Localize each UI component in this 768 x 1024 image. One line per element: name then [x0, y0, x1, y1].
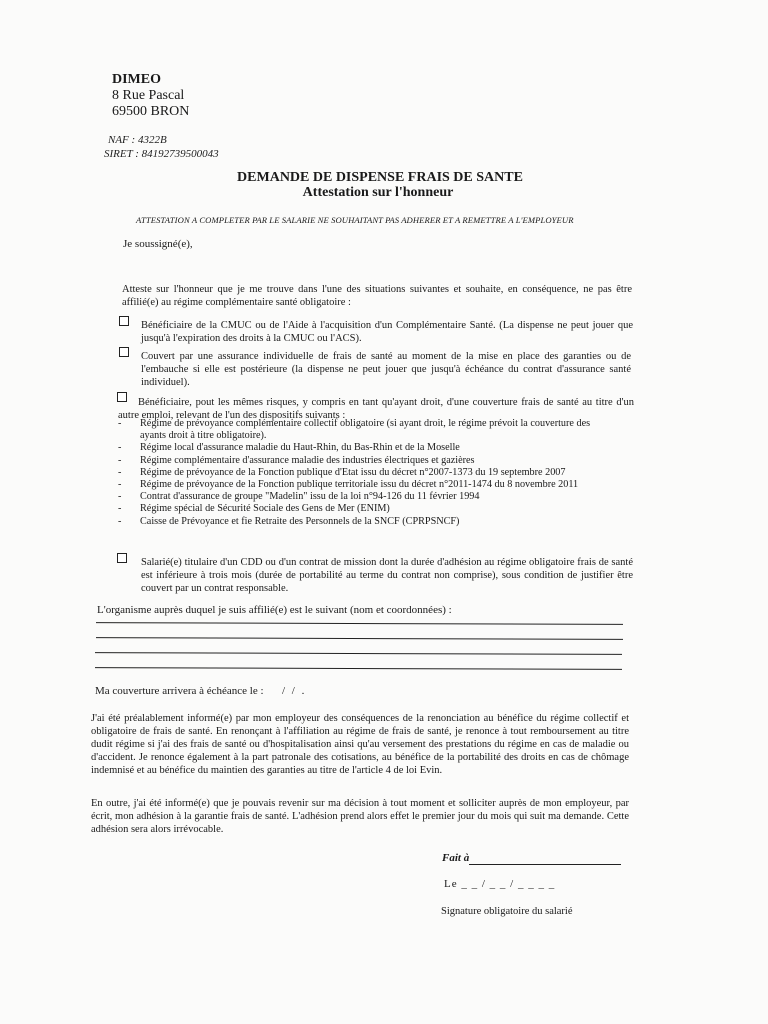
- list-dash: -: [118, 418, 122, 429]
- fait-a-line[interactable]: [469, 864, 621, 865]
- list-item-text: Caisse de Prévoyance et fie Retraite des Personnels de la SNCF (CPRPSNCF): [140, 515, 460, 527]
- list-item: [118, 503, 618, 515]
- naf-code: NAF : 4322B: [108, 134, 167, 146]
- list-item-continuation: [118, 430, 618, 442]
- revocation-paragraph: En outre, j'ai été informé(e) que je pouvais revenir sur ma décision à tout moment et solliciter auprès de mon employeur, par écrit, mon adhésion à la garantie frais de santé. L'adhésion prend alors effet le premier jour du mois qui suit ma demande. Cette adhésion sera alors irrévocable.: [91, 798, 629, 835]
- dispositifs-list: [118, 418, 618, 528]
- list-dash: -: [118, 454, 122, 466]
- fait-a-label: Fait à: [442, 852, 470, 864]
- list-item: [118, 442, 618, 454]
- siret-number: SIRET : 84192739500043: [104, 148, 219, 160]
- list-item-text: Régime complémentaire d'assurance maladie des industries électriques et gazières: [140, 454, 475, 466]
- list-dash: -: [118, 503, 122, 515]
- list-dash: -: [118, 442, 122, 454]
- list-item-text: Régime de prévoyance de la Fonction publique d'Etat issu du décret n°2007-1373 du 19 septembre 2007: [140, 466, 566, 478]
- list-item-text: Régime spécial de Sécurité Sociale des Gens de Mer (ENIM): [140, 503, 390, 515]
- list-item-text: Régime de prévoyance de la Fonction publique territoriale issu du décret n°2011-1474 du 8 novembre 2011: [140, 479, 579, 491]
- option-checkbox-cmuc[interactable]: [119, 316, 129, 326]
- organisme-line-2[interactable]: [96, 637, 623, 640]
- echeance-label: Ma couverture arrivera à échéance le :: [95, 685, 264, 697]
- list-item: [118, 418, 618, 430]
- signature-label: Signature obligatoire du salarié: [441, 906, 573, 917]
- option-other-employment-text: Bénéficiaire, pout les mêmes risques, y compris en tant qu'ayant droit, d'une couverture frais de santé au titre d'un autre emploi, relevant de l'un des dispositifs suivants :: [118, 397, 634, 421]
- list-item: [118, 479, 618, 491]
- information-paragraph: J'ai été préalablement informé(e) par mon employeur des conséquences de la renonciation au bénéfice du régime collectif et obligatoire de frais de santé. En renonçant à l'affiliation au régime de frais de santé, je renonce à tout remboursement au titre dudit régime si j'ai des frais de santé ou d'hospitalisation ainsi qu'au versement des prestations du régime en cas de maladie ou d'accident. Je renonce également à la part patronale des cotisations, au bénéfice de la portabilité des droits en cas de chômage indemnisé et au bénéfice du maintien des garanties au titre de l'article 4 de loi Evin.: [91, 713, 629, 776]
- company-street: 8 Rue Pascal: [112, 88, 185, 103]
- echeance-date-field[interactable]: / / .: [282, 685, 307, 697]
- option-individual-text: Couvert par une assurance individuelle de frais de santé au moment de la mise en place des garanties ou de l'embauche si elle est postérieure (la dispense ne peut jouer que jusqu'à échéance du contrat d'assurance santé individuel).: [141, 351, 631, 388]
- list-item: [118, 516, 618, 528]
- list-dash: -: [118, 491, 122, 503]
- organisme-line-4[interactable]: [95, 667, 622, 670]
- company-block: [112, 72, 189, 120]
- list-dash: -: [118, 479, 122, 491]
- list-item: [118, 455, 618, 467]
- list-item: [118, 467, 618, 479]
- list-dash: -: [118, 515, 122, 527]
- company-city: 69500 BRON: [112, 104, 190, 119]
- company-ids: [104, 133, 219, 161]
- organisme-label: L'organisme auprès duquel je suis affilié(e) est le suivant (nom et coordonnées) :: [97, 604, 452, 616]
- option-checkbox-individual[interactable]: [119, 347, 129, 357]
- organisme-line-3[interactable]: [95, 652, 622, 655]
- list-item: [118, 491, 618, 503]
- date-field[interactable]: Le _ _ / _ _ / _ _ _ _: [444, 878, 556, 890]
- company-name: DIMEO: [112, 72, 161, 87]
- list-item-text: Contrat d'assurance de groupe "Madelin" issu de la loi n°94-126 du 11 février 1994: [140, 491, 480, 503]
- option-cdd-text: Salarié(e) titulaire d'un CDD ou d'un contrat de mission dont la durée d'adhésion au régime obligatoire frais de santé est inférieure à trois mois (durée de portabilité au terme du contrat non comprise), sous condition de justifier être couvert par un contrat responsable.: [141, 557, 633, 594]
- title-sub: Attestation sur l'honneur: [302, 185, 454, 200]
- document-title: [0, 170, 768, 200]
- atteste-paragraph: Atteste sur l'honneur que je me trouve dans l'une des situations suivantes et souhaite, en conséquence, ne pas être affilié(e) au régime complémentaire santé obligatoire :: [122, 284, 632, 308]
- list-item-text: ayants droit à titre obligatoire).: [140, 430, 267, 442]
- option-checkbox-cdd[interactable]: [117, 553, 127, 563]
- option-cmuc-text: Bénéficiaire de la CMUC ou de l'Aide à l'acquisition d'un Complémentaire Santé. (La dispense ne peut jouer que jusqu'à l'expiration des droits à la CMUC ou l'ACS).: [141, 320, 633, 344]
- organisme-line-1[interactable]: [96, 622, 623, 625]
- list-item-text: Régime de prévoyance complémentaire collectif obligatoire (si ayant droit, le régime prévoit la couverture des: [140, 418, 591, 429]
- title-main: DEMANDE DE DISPENSE FRAIS DE SANTE: [237, 170, 523, 185]
- list-item-text: Régime local d'assurance maladie du Haut-Rhin, du Bas-Rhin et de la Moselle: [140, 442, 460, 454]
- instruction-note: ATTESTATION A COMPLETER PAR LE SALARIE NE SOUHAITANT PAS ADHERER ET A REMETTRE A L'EMPLOYEUR: [136, 215, 574, 225]
- soussigne-label: Je soussigné(e),: [123, 238, 193, 250]
- list-dash: -: [118, 466, 122, 478]
